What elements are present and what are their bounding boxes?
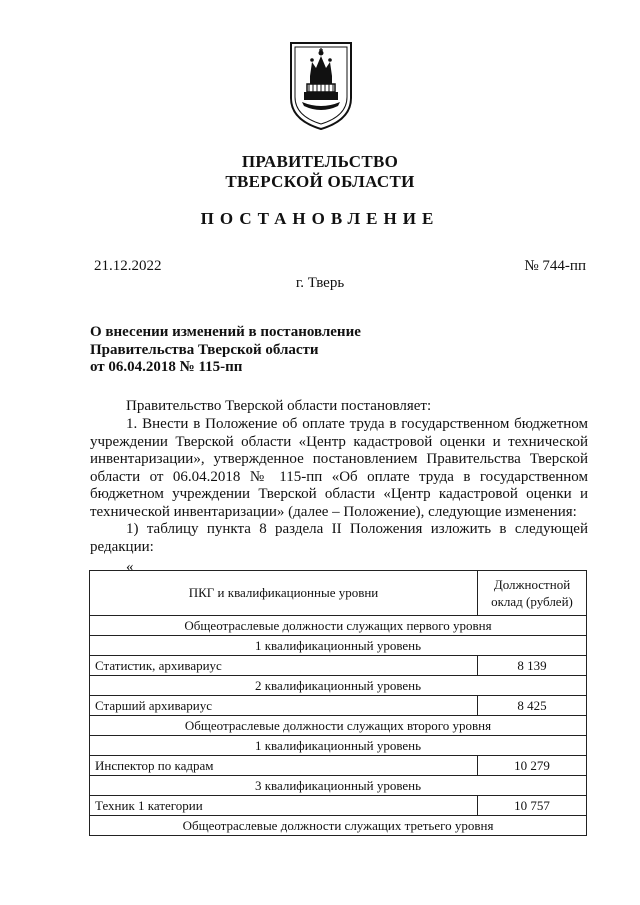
position-cell: Статистик, архивариус	[90, 656, 478, 676]
salary-cell: 10 279	[478, 756, 587, 776]
opening-quote: «	[126, 559, 134, 575]
paragraph-preamble: Правительство Тверской области постановляет:	[126, 398, 432, 414]
group-row-cell: Общеотраслевые должности служащих второго уровня	[90, 716, 587, 736]
paragraph-item-1: 1. Внести в Положение об оплате труда в государственном бюджетном учреждении Тверской области «Центр кадастровой оценки и технической инвентаризации», утвержденное постановлением Правительства Тверской области от 06.04.2018 № 115-пп «Об оплате труда в государственном бюджетном учреждении Тверской области «Центр кадастровой оценки и технической инвентаризации» (далее – Положение), следующие изменения:	[90, 416, 588, 520]
salary-cell: 8 425	[478, 696, 587, 716]
group-row-cell: Общеотраслевые должности служащих первого уровня	[90, 616, 587, 636]
table-row	[90, 736, 587, 756]
position-cell: Инспектор по кадрам	[90, 756, 478, 776]
position-cell: Техник 1 категории	[90, 796, 478, 816]
column-header-pkg: ПКГ и квалификационные уровни	[90, 571, 478, 616]
subject-line2: Правительства Тверской области	[90, 341, 319, 358]
tver-coat-of-arms-icon	[288, 40, 354, 132]
document-city: г. Тверь	[295, 275, 345, 291]
table-header-row	[90, 571, 587, 616]
subject-line1: О внесении изменений в постановление	[90, 324, 361, 340]
document-date: 21.12.2022	[94, 258, 162, 274]
table-row	[90, 716, 587, 736]
table-row	[90, 656, 587, 676]
level-row-cell: 3 квалификационный уровень	[90, 776, 587, 796]
table-row	[90, 616, 587, 636]
column-header-salary: Должностной оклад (рублей)	[478, 571, 587, 616]
salary-table	[89, 570, 587, 836]
level-row-cell: 1 квалификационный уровень	[90, 736, 587, 756]
level-row-cell: 1 квалификационный уровень	[90, 636, 587, 656]
table-row	[90, 776, 587, 796]
table-row	[90, 696, 587, 716]
document-type: ПОСТАНОВЛЕНИЕ	[200, 209, 440, 228]
document-number: № 744-пп	[524, 258, 586, 274]
paragraph-item-1-1: 1) таблицу пункта 8 раздела II Положения изложить в следующей редакции:	[90, 521, 588, 555]
org-name-line2: ТВЕРСКОЙ ОБЛАСТИ	[225, 172, 415, 191]
org-name-line1: ПРАВИТЕЛЬСТВО	[241, 152, 399, 171]
subject-line3: от 06.04.2018 № 115-пп	[90, 359, 243, 375]
table-row	[90, 756, 587, 776]
level-row-cell: 2 квалификационный уровень	[90, 676, 587, 696]
position-cell: Старший архивариус	[90, 696, 478, 716]
table-row	[90, 816, 587, 836]
group-row-cell: Общеотраслевые должности служащих третьего уровня	[90, 816, 587, 836]
salary-cell: 10 757	[478, 796, 587, 816]
table-row	[90, 796, 587, 816]
table-row	[90, 636, 587, 656]
salary-cell: 8 139	[478, 656, 587, 676]
document-subject	[90, 324, 361, 377]
table-row	[90, 676, 587, 696]
